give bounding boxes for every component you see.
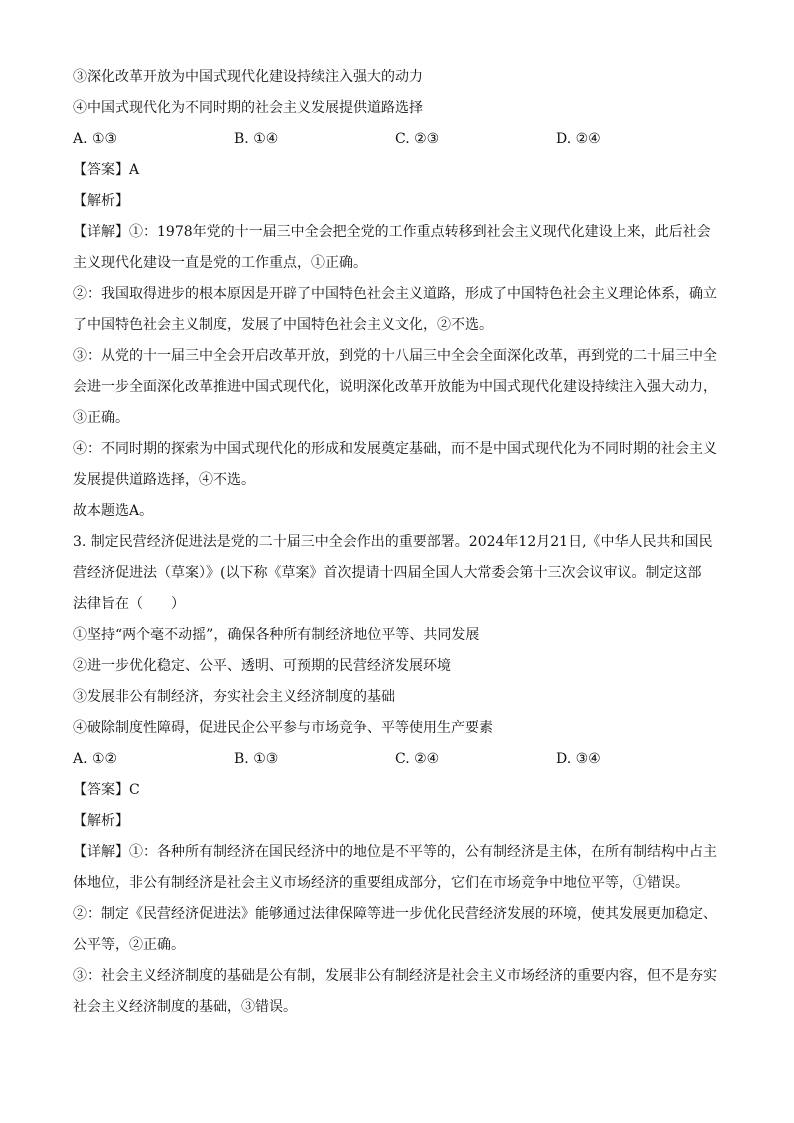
q3-detail-line: 【详解】①：各种所有制经济在国民经济中的地位是不平等的，公有制经济是主体，在所有制结构中占主 bbox=[73, 844, 717, 860]
q3-item-3: ③发展非公有制经济，夯实社会主义经济制度的基础 bbox=[73, 689, 395, 705]
q3-stem-line: 3. 制定民营经济促进法是党的二十届三中全会作出的重要部署。2024年12月21日,《中华人民共和国民 bbox=[73, 534, 713, 550]
q2-detail-line: ②：我国取得进步的根本原因是开辟了中国特色社会主义道路，形成了中国特色社会主义理论体系，确立 bbox=[73, 286, 717, 302]
q2-detail-line: 了中国特色社会主义制度，发展了中国特色社会主义文化，②不选。 bbox=[73, 317, 493, 333]
q2-option-b: B. ①④ bbox=[234, 131, 279, 147]
q3-stem-line: 营经济促进法（草案）》(以下称《草案》首次提请十四届全国人大常委会第十三次会议审议。制定这部 bbox=[73, 565, 702, 581]
q2-detail-line: ③：从党的十一届三中全会开启改革开放，到党的十八届三中全会全面深化改革，再到党的二十届三中全 bbox=[73, 348, 717, 364]
q2-detail-line: 主义现代化建设一直是党的工作重点，①正确。 bbox=[73, 255, 367, 271]
q2-detail-line: ④：不同时期的探索为中国式现代化的形成和发展奠定基础，而不是中国式现代化为不同时期的社会主义 bbox=[73, 441, 717, 457]
q2-detail-line: 会进一步全面深化改革推进中国式现代化，说明深化改革开放能为中国式现代化建设持续注入强大动力， bbox=[73, 379, 717, 395]
q2-analysis-heading: 【解析】 bbox=[73, 193, 129, 209]
q3-detail-line: 体地位，非公有制经济是社会主义市场经济的重要组成部分，它们在市场竞争中地位平等，①错误。 bbox=[73, 875, 689, 891]
document-page bbox=[73, 62, 723, 1023]
q3-option-c: C. ②④ bbox=[395, 751, 440, 767]
q3-detail-line: ③：社会主义经济制度的基础是公有制，发展非公有制经济是社会主义市场经济的重要内容，但不是夯实 bbox=[73, 968, 717, 984]
q2-item-4: ④中国式现代化为不同时期的社会主义发展提供道路选择 bbox=[73, 100, 423, 116]
q3-option-a: A. ①② bbox=[73, 751, 118, 767]
q2-conclusion: 故本题选A。 bbox=[73, 503, 154, 519]
q3-item-1: ①坚持“两个毫不动摇”，确保各种所有制经济地位平等、共同发展 bbox=[73, 627, 480, 643]
q3-options bbox=[73, 744, 723, 775]
q2-option-c: C. ②③ bbox=[395, 131, 440, 147]
q3-analysis-heading: 【解析】 bbox=[73, 813, 129, 829]
q3-item-2: ②进一步优化稳定、公平、透明、可预期的民营经济发展环境 bbox=[73, 658, 451, 674]
q3-detail-line: 公平等，②正确。 bbox=[73, 937, 185, 953]
q3-option-d: D. ③④ bbox=[556, 751, 601, 767]
q3-stem-line: 法律旨在（ ） bbox=[73, 596, 185, 612]
q2-option-a: A. ①③ bbox=[73, 131, 118, 147]
q2-answer: 【答案】A bbox=[73, 162, 140, 178]
q2-detail-line: ③正确。 bbox=[73, 410, 129, 426]
q2-detail-line: 发展提供道路选择，④不选。 bbox=[73, 472, 255, 488]
q3-answer: 【答案】C bbox=[73, 782, 140, 798]
q2-option-d: D. ②④ bbox=[556, 131, 601, 147]
q2-item-3: ③深化改革开放为中国式现代化建设持续注入强大的动力 bbox=[73, 69, 423, 85]
q3-detail-line: 社会主义经济制度的基础，③错误。 bbox=[73, 999, 297, 1015]
q3-option-b: B. ①③ bbox=[234, 751, 279, 767]
q2-options bbox=[73, 124, 723, 155]
q3-item-4: ④破除制度性障碍，促进民企公平参与市场竞争、平等使用生产要素 bbox=[73, 720, 493, 736]
q3-detail-line: ②：制定《民营经济促进法》能够通过法律保障等进一步优化民营经济发展的环境，使其发展更加稳定、 bbox=[73, 906, 717, 922]
q2-detail-line: 【详解】①：1978年党的十一届三中全会把全党的工作重点转移到社会主义现代化建设上来，此后社会 bbox=[73, 224, 711, 240]
